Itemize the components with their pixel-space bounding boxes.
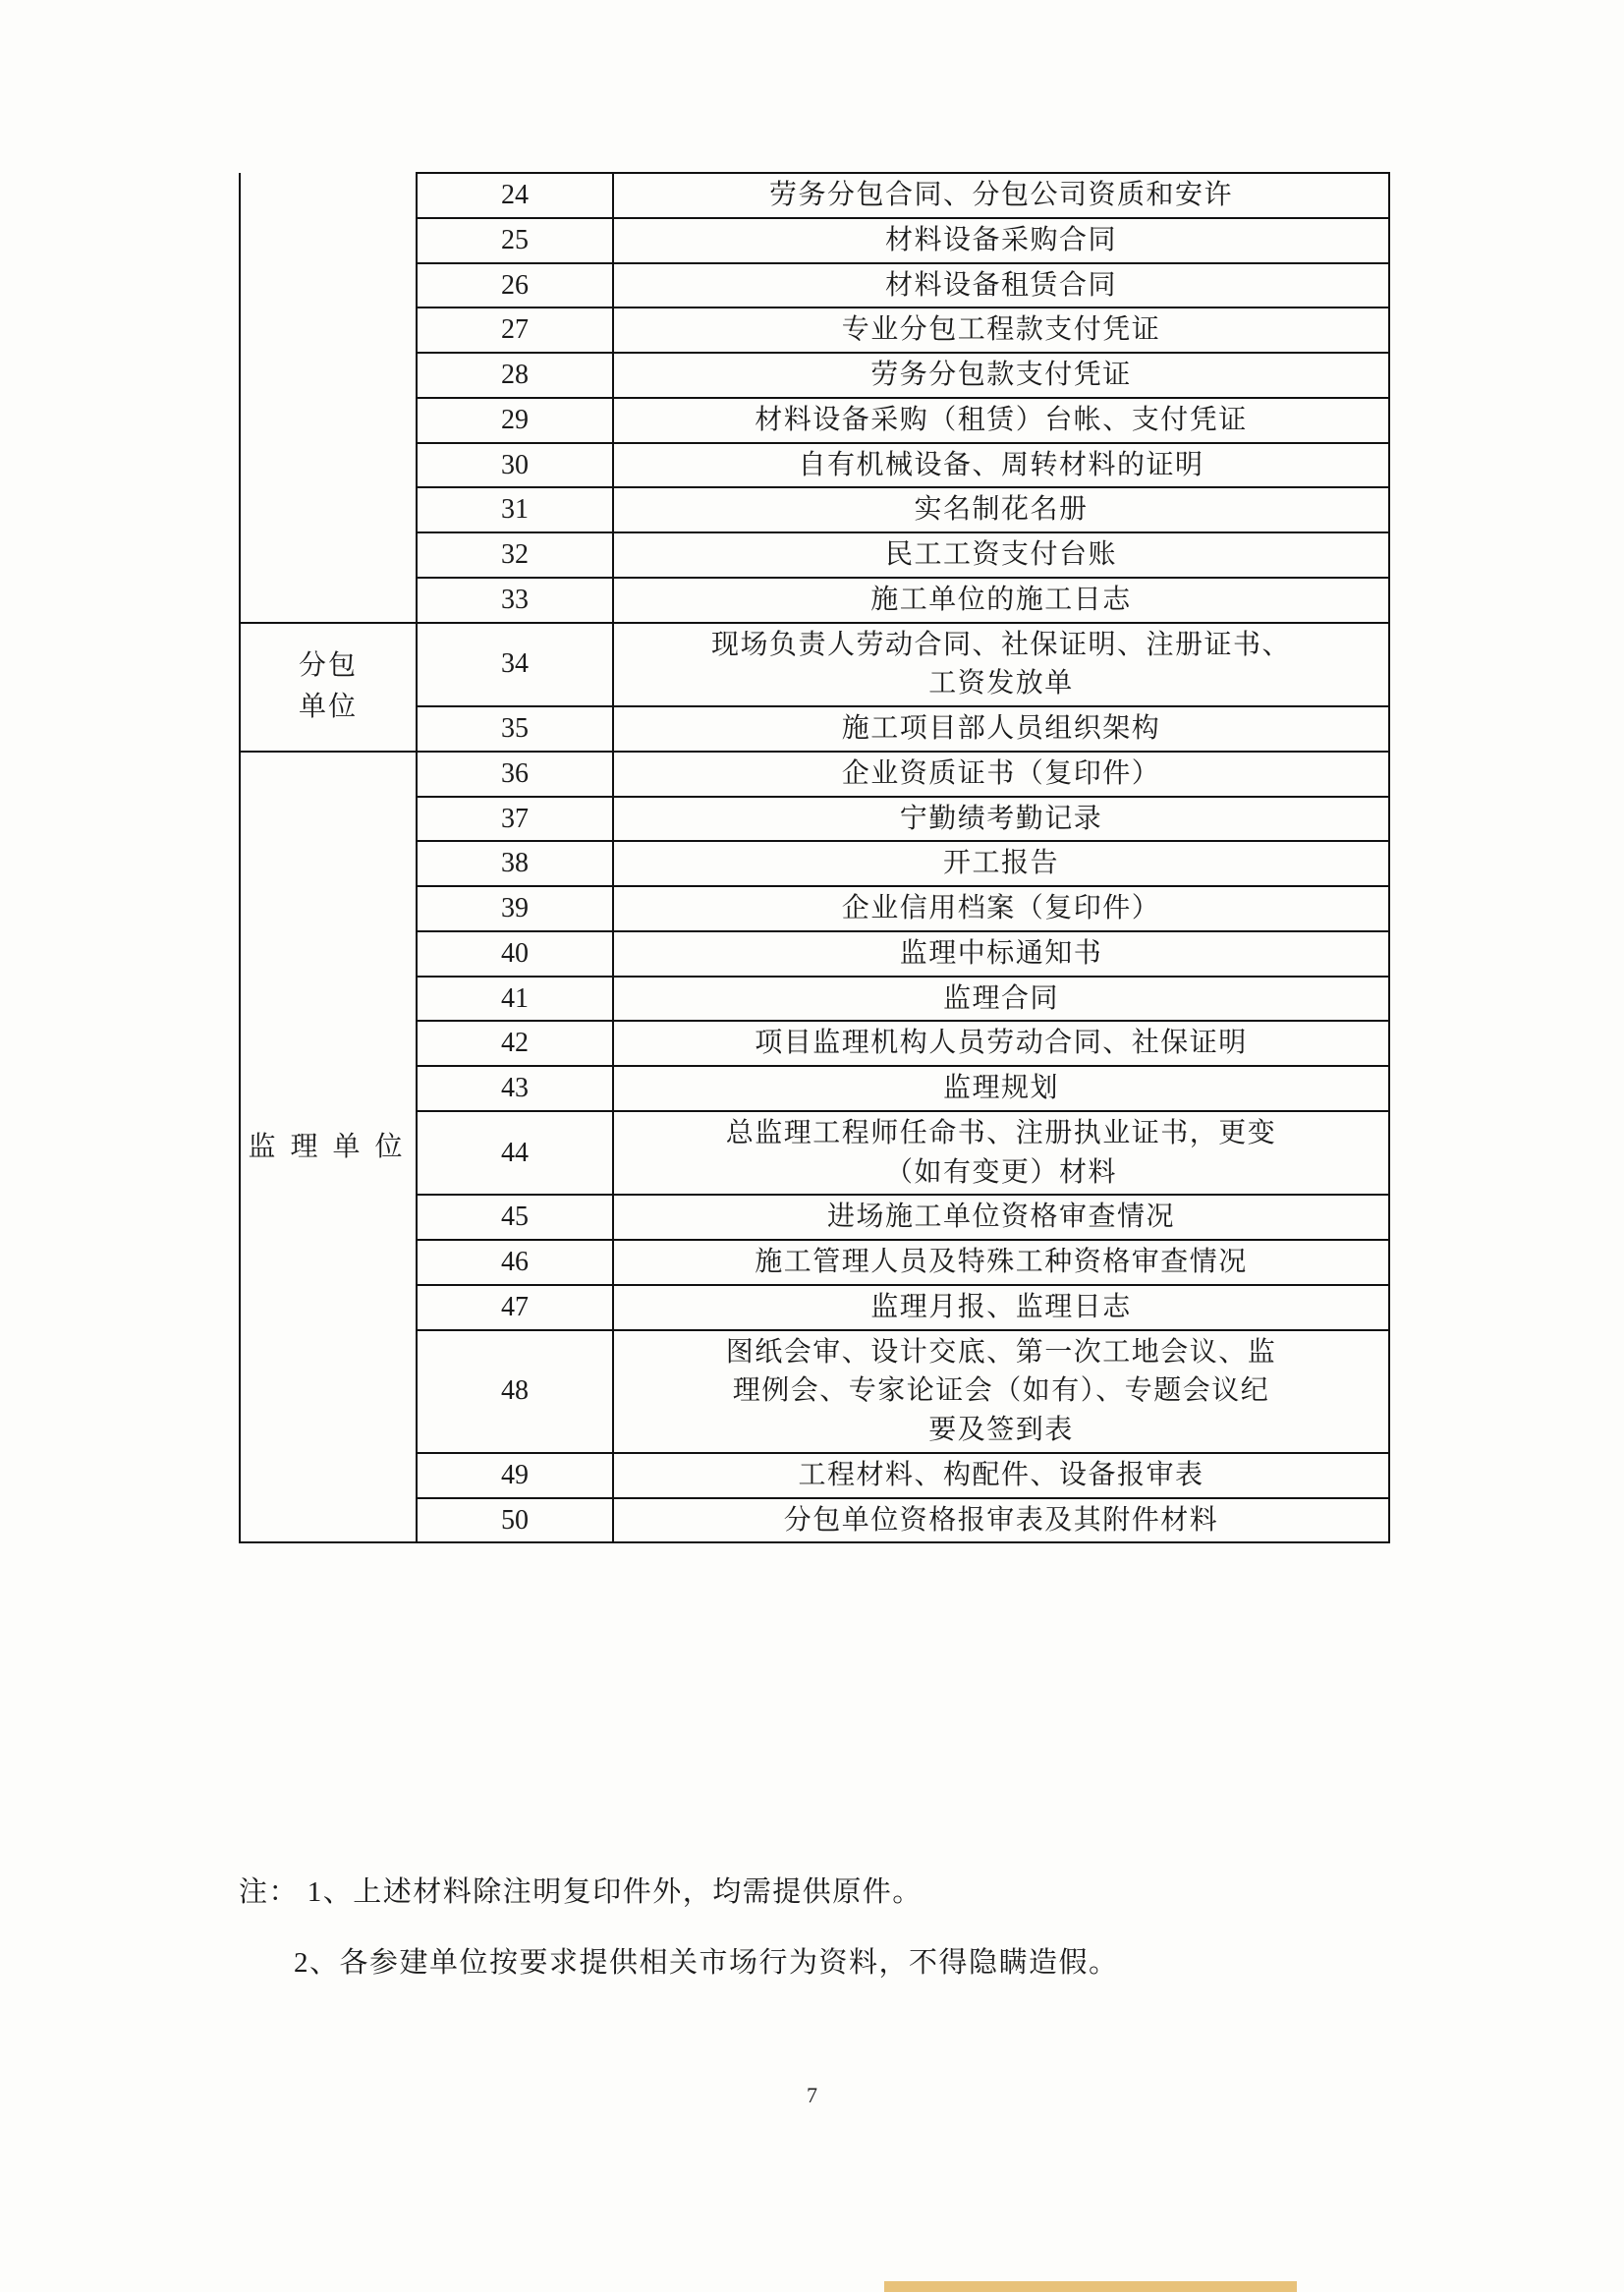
row-number: 36: [417, 752, 613, 797]
row-number: 42: [417, 1021, 613, 1066]
row-number: 46: [417, 1240, 613, 1285]
category-cell-subcontractor: [240, 623, 417, 752]
table-row: [240, 752, 1389, 797]
row-name: 工程材料、构配件、设备报审表: [613, 1453, 1389, 1498]
row-number: 25: [417, 218, 613, 263]
row-name-line: 要及签到表: [928, 1415, 1074, 1445]
row-number: 50: [417, 1498, 613, 1543]
row-name-line: 理例会、专家论证会（如有）、专题会议纪: [732, 1375, 1270, 1407]
row-number: 45: [417, 1195, 613, 1240]
table-row: [240, 173, 1389, 218]
row-name: 监理合同: [613, 977, 1389, 1022]
row-name: 材料设备租赁合同: [613, 263, 1389, 308]
row-number: 38: [417, 841, 613, 886]
row-name: 劳务分包合同、分包公司资质和安许: [613, 173, 1389, 218]
page-number: 7: [807, 2083, 817, 2107]
row-number: 30: [417, 443, 613, 488]
row-name: [613, 1330, 1389, 1453]
row-name-line: 现场负责人劳动合同、社保证明、注册证书、: [710, 629, 1291, 660]
materials-table: [239, 172, 1390, 1543]
row-name: 施工项目部人员组织架构: [613, 706, 1389, 752]
note-item-2: 2、各参建单位按要求提供相关市场行为资料，不得隐瞒造假。: [294, 1946, 1119, 1979]
row-name-line: 总监理工程师任命书、注册执业证书，更变: [725, 1117, 1277, 1148]
scanner-edge-artifact: [884, 2281, 1297, 2292]
row-name: 劳务分包款支付凭证: [613, 353, 1389, 398]
row-name: 进场施工单位资格审查情况: [613, 1195, 1389, 1240]
row-number: 27: [417, 307, 613, 353]
row-name: 宁勤绩考勤记录: [613, 797, 1389, 842]
row-number: 35: [417, 706, 613, 752]
row-name: 专业分包工程款支付凭证: [613, 307, 1389, 353]
row-name-line: （如有变更）材料: [884, 1156, 1117, 1188]
row-number: 44: [417, 1111, 613, 1196]
category-cell-empty: [240, 173, 417, 623]
category-label-line: 单位: [298, 692, 358, 723]
row-name: 监理规划: [613, 1066, 1389, 1111]
row-name: 监理中标通知书: [613, 931, 1389, 977]
row-number: 37: [417, 797, 613, 842]
row-number: 41: [417, 977, 613, 1022]
row-name: 企业资质证书（复印件）: [613, 752, 1389, 797]
row-name: 企业信用档案（复印件）: [613, 886, 1389, 931]
category-label-line: 理: [290, 1131, 324, 1162]
row-name: 开工报告: [613, 841, 1389, 886]
row-name: 分包单位资格报审表及其附件材料: [613, 1498, 1389, 1543]
row-number: 29: [417, 398, 613, 443]
row-number: 43: [417, 1066, 613, 1111]
row-name: [613, 623, 1389, 707]
row-number: 24: [417, 173, 613, 218]
category-cell-supervisor: [240, 752, 417, 1543]
row-name: 自有机械设备、周转材料的证明: [613, 443, 1389, 488]
row-name: [613, 1111, 1389, 1196]
category-label-line: 单: [332, 1131, 366, 1162]
row-name-line: 工资发放单: [928, 668, 1074, 699]
row-name: 材料设备采购合同: [613, 218, 1389, 263]
row-name: 项目监理机构人员劳动合同、社保证明: [613, 1021, 1389, 1066]
row-number: 49: [417, 1453, 613, 1498]
category-label-line: 位: [374, 1131, 409, 1162]
notes-section: [239, 1872, 1418, 2012]
note-item-1: 注： 1、上述材料除注明复印件外，均需提供原件。: [239, 1876, 923, 1908]
row-name-line: 图纸会审、设计交底、第一次工地会议、监: [725, 1336, 1277, 1368]
row-number: 32: [417, 532, 613, 578]
row-name: 施工单位的施工日志: [613, 578, 1389, 623]
row-number: 33: [417, 578, 613, 623]
row-number: 40: [417, 931, 613, 977]
row-name: 民工工资支付台账: [613, 532, 1389, 578]
row-number: 34: [417, 623, 613, 707]
row-name: 实名制花名册: [613, 487, 1389, 532]
category-label-line: 分包: [298, 650, 358, 682]
row-number: 48: [417, 1330, 613, 1453]
row-name: 施工管理人员及特殊工种资格审查情况: [613, 1240, 1389, 1285]
row-number: 31: [417, 487, 613, 532]
row-number: 39: [417, 886, 613, 931]
row-name: 监理月报、监理日志: [613, 1285, 1389, 1330]
row-name: 材料设备采购（租赁）台帐、支付凭证: [613, 398, 1389, 443]
category-label-line: 监: [248, 1131, 282, 1162]
row-number: 47: [417, 1285, 613, 1330]
row-number: 26: [417, 263, 613, 308]
table-row: [240, 623, 1389, 707]
row-number: 28: [417, 353, 613, 398]
